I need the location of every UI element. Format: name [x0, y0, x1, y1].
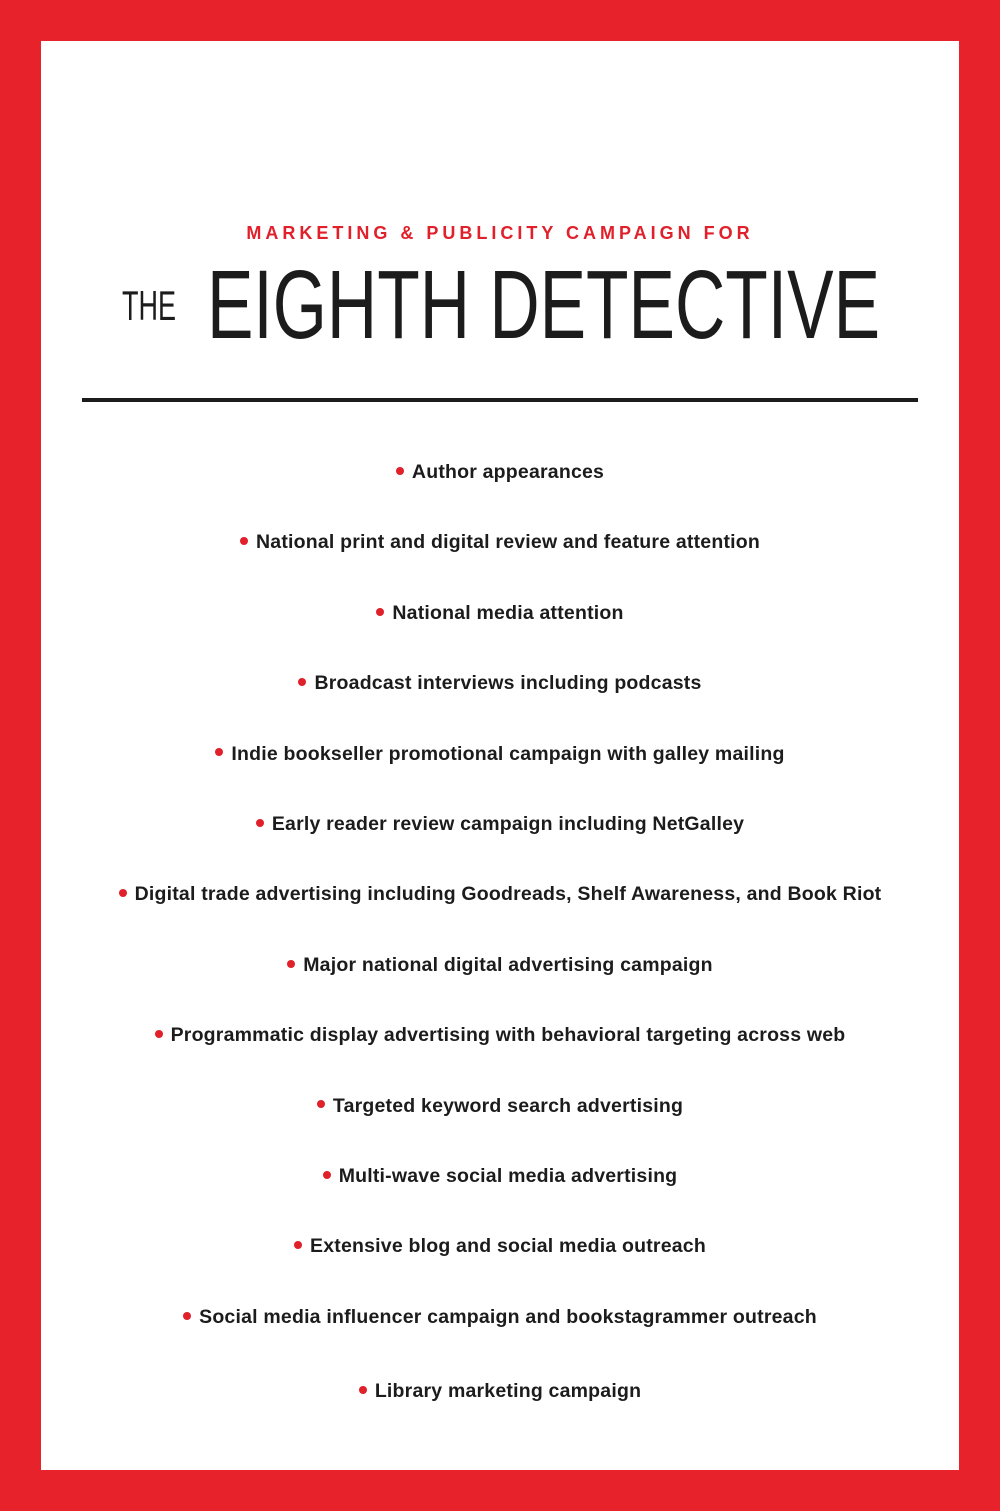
bullet-icon	[323, 1171, 331, 1179]
list-item	[61, 930, 939, 1000]
bullet-icon	[287, 960, 295, 968]
bullet-icon	[359, 1386, 367, 1394]
bullet-icon	[215, 748, 223, 756]
title-main: EIGHTH DETECTIVE	[207, 261, 880, 359]
list-item-wrap	[183, 1306, 817, 1328]
list-item-wrap	[396, 461, 604, 483]
list-item-wrap	[323, 1165, 678, 1187]
divider	[82, 398, 918, 402]
list-item	[61, 1000, 939, 1070]
page	[41, 41, 959, 1470]
list-item	[61, 437, 939, 507]
list-item-wrap	[298, 672, 701, 694]
list-item-wrap	[240, 531, 760, 553]
list-item-text: Broadcast interviews including podcasts	[314, 672, 702, 695]
list-item	[61, 1071, 939, 1141]
list-item-wrap	[287, 954, 713, 976]
list-item-text: Programmatic display advertising with behavioral targeting across web	[170, 1024, 846, 1047]
bullet-icon	[256, 819, 264, 827]
list-item	[61, 719, 939, 789]
list-item-wrap	[317, 1095, 683, 1117]
list-item	[61, 859, 939, 929]
list-item	[61, 789, 939, 859]
list-item	[61, 578, 939, 648]
list-item-text: Extensive blog and social media outreach	[310, 1235, 706, 1258]
bullet-icon	[155, 1030, 163, 1038]
bullet-icon	[294, 1241, 302, 1249]
list-item	[61, 1141, 939, 1211]
list-item-text: Social media influencer campaign and bookstagrammer outreach	[199, 1305, 817, 1328]
list-item	[61, 507, 939, 577]
bullet-icon	[396, 467, 404, 475]
list-item-wrap	[155, 1024, 846, 1046]
list-item-text: Indie bookseller promotional campaign with galley mailing	[231, 742, 785, 765]
list-item-text: Digital trade advertising including Goodreads, Shelf Awareness, and Book Riot	[134, 883, 882, 906]
list-item	[61, 1356, 939, 1426]
list-item-text: National print and digital review and feature attention	[256, 531, 760, 554]
bullet-icon	[317, 1100, 325, 1108]
campaign-list	[61, 437, 939, 1426]
list-item-wrap	[376, 602, 623, 624]
list-item-text: Author appearances	[411, 461, 605, 483]
page-title	[41, 261, 959, 381]
list-item-wrap	[119, 883, 882, 905]
bullet-icon	[376, 608, 384, 616]
subtitle: MARKETING & PUBLICITY CAMPAIGN FOR	[246, 223, 754, 243]
list-item-text: National media attention	[392, 601, 624, 624]
bullet-icon	[240, 537, 248, 545]
list-item-wrap	[256, 813, 744, 835]
list-item-text: Multi-wave social media advertising	[338, 1164, 678, 1187]
bullet-icon	[298, 678, 306, 686]
list-item-text: Early reader review campaign including NetGalley	[271, 812, 745, 835]
list-item-wrap	[215, 743, 784, 765]
list-item-wrap	[294, 1235, 706, 1257]
list-item	[61, 648, 939, 718]
list-item	[61, 1211, 939, 1281]
list-item-wrap	[359, 1380, 641, 1402]
list-item-text: Major national digital advertising campaign	[303, 953, 713, 976]
list-item	[61, 1282, 939, 1352]
bullet-icon	[183, 1312, 191, 1320]
title-prefix: THE	[122, 282, 176, 329]
bullet-icon	[119, 889, 127, 897]
list-item-text: Targeted keyword search advertising	[332, 1094, 684, 1117]
list-item-text: Library marketing campaign	[374, 1380, 642, 1403]
